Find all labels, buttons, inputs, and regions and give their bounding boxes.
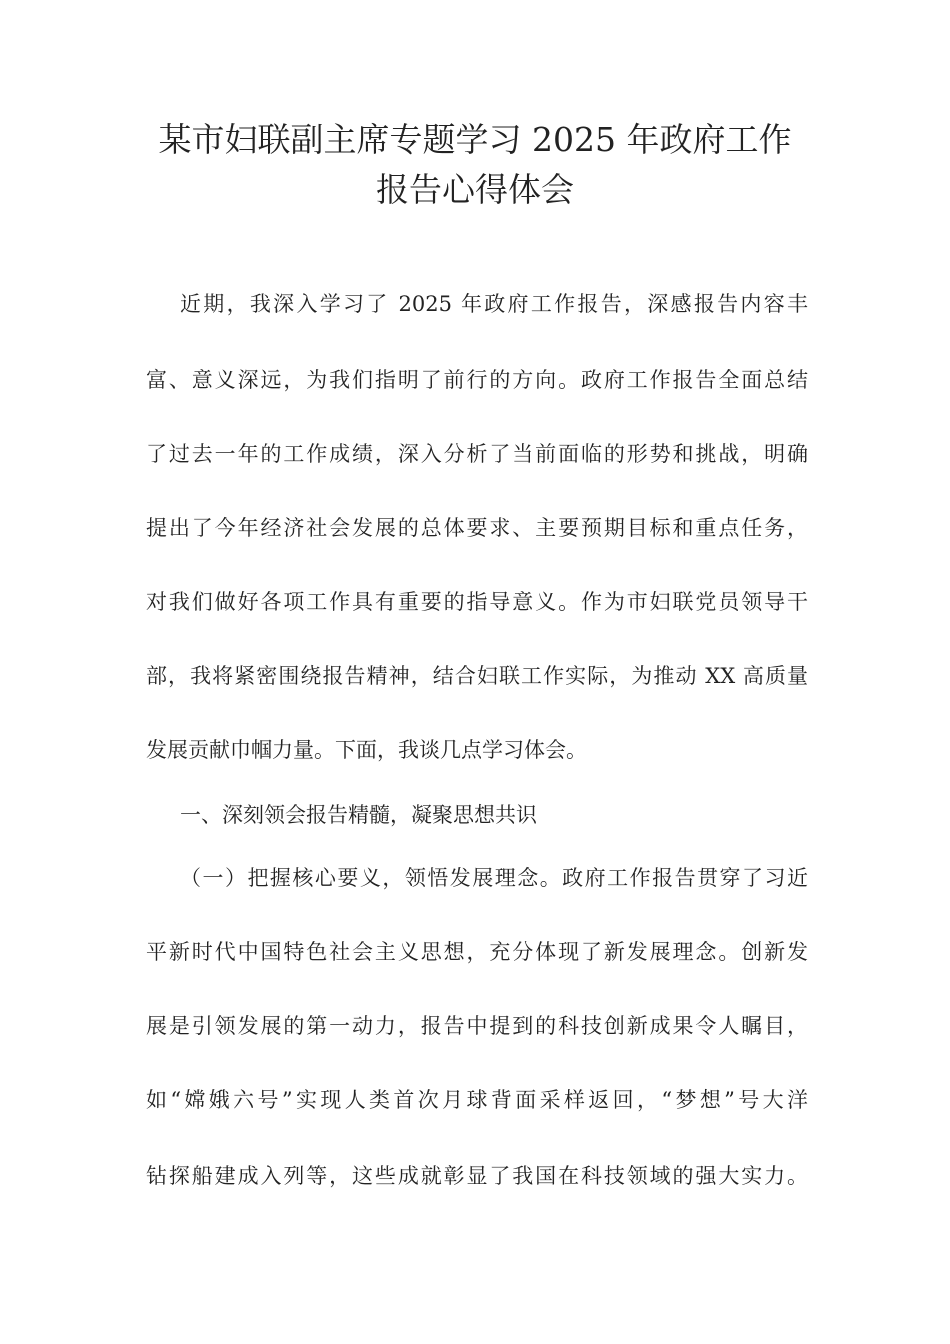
paragraph-1-line-1: 近期，我深入学习了 2025 年政府工作报告，深感报告内容丰 — [180, 292, 808, 316]
paragraph-1-line-5: 对我们做好各项工作具有重要的指导意义。作为市妇联党员领导干 — [146, 590, 808, 614]
paragraph-2-line-2: 平新时代中国特色社会主义思想，充分体现了新发展理念。创新发 — [146, 940, 808, 964]
paragraph-1-line-4: 提出了今年经济社会发展的总体要求、主要预期目标和重点任务， — [146, 516, 808, 540]
document-title-line-1: 某市妇联副主席专题学习 2025 年政府工作 — [158, 120, 792, 159]
paragraph-1-line-6: 部，我将紧密围绕报告精神，结合妇联工作实际，为推动 XX 高质量 — [146, 664, 808, 688]
paragraph-1-line-2: 富、意义深远，为我们指明了前行的方向。政府工作报告全面总结 — [146, 368, 808, 392]
paragraph-1-line-7: 发展贡献巾帼力量。下面，我谈几点学习体会。 — [146, 738, 587, 762]
paragraph-2-line-5: 钻探船建成入列等，这些成就彰显了我国在科技领域的强大实力。 — [146, 1164, 808, 1188]
section-heading-1: 一、深刻领会报告精髓，凝聚思想共识 — [180, 803, 537, 827]
document-title-line-2: 报告心得体会 — [376, 170, 574, 209]
paragraph-1-line-3: 了过去一年的工作成绩，深入分析了当前面临的形势和挑战，明确 — [146, 442, 808, 466]
paragraph-2-line-3: 展是引领发展的第一动力，报告中提到的科技创新成果令人瞩目， — [146, 1014, 808, 1038]
paragraph-2-line-4: 如“嫦娥六号”实现人类首次月球背面采样返回，“梦想”号大洋 — [146, 1088, 808, 1112]
paragraph-2-line-1: （一）把握核心要义，领悟发展理念。政府工作报告贯穿了习近 — [180, 866, 808, 890]
